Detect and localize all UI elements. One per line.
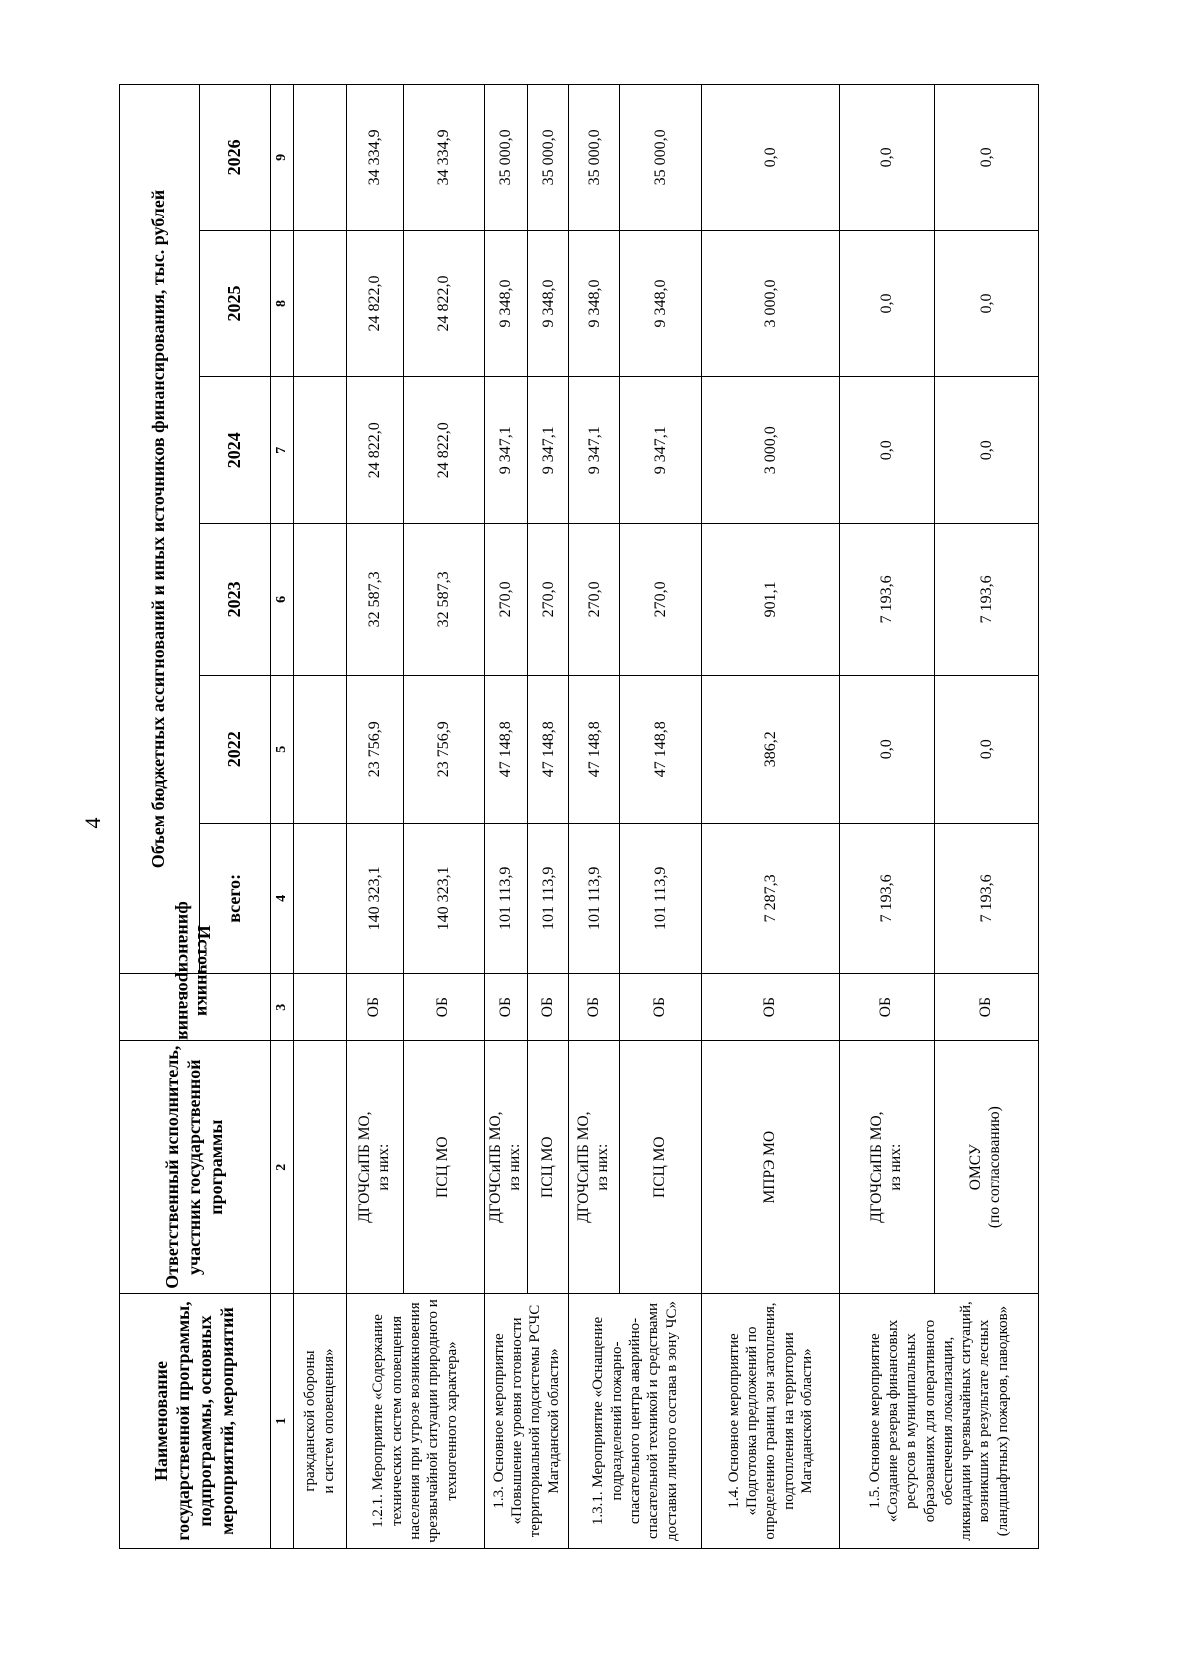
row-executor: ПСЦ МО xyxy=(403,1041,484,1294)
row-executor: ПСЦ МО xyxy=(528,1041,569,1294)
row-value: 47 148,8 xyxy=(620,675,702,823)
row-value: 24 822,0 xyxy=(403,230,484,377)
table-row xyxy=(701,85,839,1549)
row-name: 1.3. Основное мероприятие «Повышение уровня готовности территориальной подсистемы РСЧС Магаданской области» xyxy=(484,1293,569,1548)
row-name: гражданской обороны и систем оповещения» xyxy=(293,1293,346,1548)
table-row xyxy=(569,85,620,1549)
row-value: 35 000,0 xyxy=(528,85,569,231)
row-value: 270,0 xyxy=(569,524,620,676)
row-name: 1.4. Основное мероприятие «Подготовка предложений по определению границ зон затопления, подтопления на территории Магаданской области» xyxy=(701,1293,839,1548)
row-value: 9 347,1 xyxy=(620,377,702,524)
row-value: 7 193,6 xyxy=(934,524,1038,676)
row-value: 270,0 xyxy=(528,524,569,676)
row-value xyxy=(293,675,346,823)
row-value: 140 323,1 xyxy=(403,823,484,973)
row-value: 7 287,3 xyxy=(701,823,839,973)
financing-table xyxy=(119,84,1039,1549)
row-name: 1.2.1. Мероприятие «Содержание технических систем оповещения населения при угрозе возникновения чрезвычайной ситуации природного и техногенного характера» xyxy=(346,1293,484,1548)
rotated-table-container xyxy=(119,84,1039,1549)
row-value xyxy=(293,524,346,676)
row-value: 24 822,0 xyxy=(346,377,403,524)
row-value: 0,0 xyxy=(839,377,934,524)
row-value: 9 347,1 xyxy=(484,377,528,524)
row-executor: ДГОЧСиПБ МО, из них: xyxy=(839,1041,934,1294)
row-value: 7 193,6 xyxy=(839,823,934,973)
row-value: 9 348,0 xyxy=(528,230,569,377)
row-value: 23 756,9 xyxy=(403,675,484,823)
header-year: 2024 xyxy=(199,377,270,524)
column-index: 7 xyxy=(271,377,294,524)
column-index: 2 xyxy=(271,1041,294,1294)
row-value: 7 193,6 xyxy=(934,823,1038,973)
row-value: 0,0 xyxy=(934,377,1038,524)
header-year: 2023 xyxy=(199,524,270,676)
row-executor xyxy=(293,1041,346,1294)
row-value: 0,0 xyxy=(839,675,934,823)
row-executor: ДГОЧСиПБ МО, из них: xyxy=(346,1041,403,1294)
row-executor: ПСЦ МО xyxy=(620,1041,702,1294)
row-value: 270,0 xyxy=(620,524,702,676)
row-value: 140 323,1 xyxy=(346,823,403,973)
header-year: всего: xyxy=(199,823,270,973)
row-value: 9 348,0 xyxy=(569,230,620,377)
row-value: 270,0 xyxy=(484,524,528,676)
row-executor: ОМСУ (по согласованию) xyxy=(934,1041,1038,1294)
row-name: 1.3.1. Мероприятие «Оснащение подразделений пожарно-спасательного центра аварийно-спасательной техникой и средствами доставки личного состава в зону ЧС» xyxy=(569,1293,702,1548)
row-value: 0,0 xyxy=(839,85,934,231)
row-value: 9 348,0 xyxy=(484,230,528,377)
row-value: 47 148,8 xyxy=(569,675,620,823)
row-value: 101 113,9 xyxy=(528,823,569,973)
row-value: 101 113,9 xyxy=(620,823,702,973)
row-value: 34 334,9 xyxy=(403,85,484,231)
row-name: 1.5. Основное мероприятие «Создание резерва финансовых ресурсов в муниципальных образованиях для оперативного обеспечения локализации, ликвидации чрезвычайных ситуаций, возникших в результате лесных (ландшафтных) пожаров, паводков» xyxy=(839,1293,1038,1548)
row-value: 0,0 xyxy=(839,230,934,377)
page-number: 4 xyxy=(80,817,105,829)
table-row xyxy=(346,85,403,1549)
row-source: ОБ xyxy=(934,974,1038,1041)
row-value xyxy=(293,823,346,973)
row-value: 386,2 xyxy=(701,675,839,823)
row-value: 9 347,1 xyxy=(528,377,569,524)
header-year: 2025 xyxy=(199,230,270,377)
header-name: Наименование государственной программы, подпрограммы, основных мероприятий, мероприятий xyxy=(120,1293,271,1548)
row-value: 34 334,9 xyxy=(346,85,403,231)
row-source xyxy=(293,974,346,1041)
row-value: 24 822,0 xyxy=(403,377,484,524)
column-index: 1 xyxy=(271,1293,294,1548)
row-value: 3 000,0 xyxy=(701,377,839,524)
row-value: 47 148,8 xyxy=(528,675,569,823)
row-source: ОБ xyxy=(839,974,934,1041)
table-row xyxy=(293,85,346,1549)
row-value: 9 347,1 xyxy=(569,377,620,524)
row-value: 47 148,8 xyxy=(484,675,528,823)
row-value: 0,0 xyxy=(934,230,1038,377)
row-value: 3 000,0 xyxy=(701,230,839,377)
row-value: 35 000,0 xyxy=(620,85,702,231)
row-source: ОБ xyxy=(620,974,702,1041)
row-executor: МПРЭ МО xyxy=(701,1041,839,1294)
table-row xyxy=(484,85,528,1549)
row-executor: ДГОЧСиПБ МО, из них: xyxy=(569,1041,620,1294)
row-value: 0,0 xyxy=(934,675,1038,823)
row-source: ОБ xyxy=(569,974,620,1041)
column-index: 6 xyxy=(271,524,294,676)
column-index: 4 xyxy=(271,823,294,973)
row-value: 32 587,3 xyxy=(403,524,484,676)
row-value: 23 756,9 xyxy=(346,675,403,823)
row-value: 101 113,9 xyxy=(484,823,528,973)
row-value xyxy=(293,85,346,231)
row-executor: ДГОЧСиПБ МО, из них: xyxy=(484,1041,528,1294)
row-value: 901,1 xyxy=(701,524,839,676)
row-value xyxy=(293,230,346,377)
header-year: 2026 xyxy=(199,85,270,231)
row-value: 35 000,0 xyxy=(484,85,528,231)
header-source: Источники финансирования xyxy=(120,974,271,1041)
header-year: 2022 xyxy=(199,675,270,823)
row-source: ОБ xyxy=(346,974,403,1041)
row-value: 32 587,3 xyxy=(346,524,403,676)
row-value: 35 000,0 xyxy=(569,85,620,231)
row-source: ОБ xyxy=(528,974,569,1041)
row-value: 101 113,9 xyxy=(569,823,620,973)
row-value xyxy=(293,377,346,524)
header-executor: Ответственный исполнитель, участник государственной программы xyxy=(120,1041,271,1294)
row-source: ОБ xyxy=(484,974,528,1041)
row-source: ОБ xyxy=(403,974,484,1041)
column-index: 3 xyxy=(271,974,294,1041)
row-source: ОБ xyxy=(701,974,839,1041)
header-volume: Объем бюджетных ассигнований и иных источников финансирования, тыс. рублей xyxy=(120,85,200,974)
column-index: 5 xyxy=(271,675,294,823)
column-index: 8 xyxy=(271,230,294,377)
table-row xyxy=(839,85,934,1549)
row-value: 24 822,0 xyxy=(346,230,403,377)
row-value: 9 348,0 xyxy=(620,230,702,377)
column-index: 9 xyxy=(271,85,294,231)
row-value: 7 193,6 xyxy=(839,524,934,676)
row-value: 0,0 xyxy=(701,85,839,231)
row-value: 0,0 xyxy=(934,85,1038,231)
